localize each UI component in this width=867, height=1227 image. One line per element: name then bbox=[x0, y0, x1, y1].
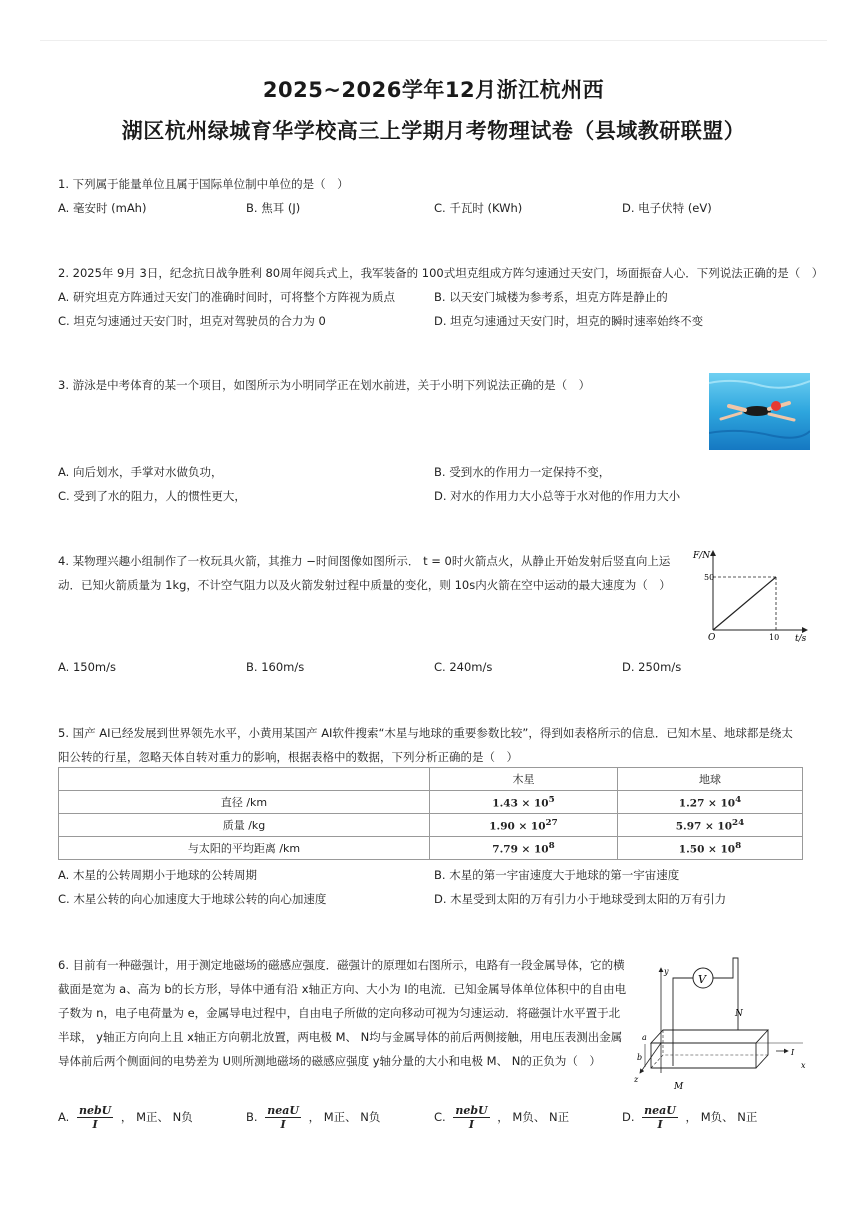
q6-option-d[interactable]: D. $\frac{\text{neaU}}{I}$ ， M负、 N正 bbox=[622, 1104, 758, 1131]
q2-option-c[interactable]: C. 坦克匀速通过天安门时，坦克对驾驶员的合力为 0 bbox=[58, 314, 326, 328]
graph-ytick: 50 bbox=[704, 573, 715, 582]
planet-data-table bbox=[58, 767, 803, 860]
q2-stem: 2. 2025年 9月 3日，纪念抗日战争胜利 80周年阅兵式上，我军装备的 100式坦克组成方阵匀速通过天安门，场面振奋人心．下列说法正确的是（ ） bbox=[58, 266, 824, 280]
svg-text:z: z bbox=[634, 1075, 639, 1084]
table-header-earth: 地球 bbox=[618, 768, 803, 791]
svg-text:y: y bbox=[664, 967, 669, 976]
q3-option-a[interactable]: A. 向后划水，手掌对水做负功， bbox=[58, 465, 223, 479]
q4-stem-line2: 动．已知火箭质量为 1kg，不计空气阻力以及火箭发射过程中质量的变化，则 10s内火箭在空中运动的最大速度为（ ） bbox=[58, 578, 671, 592]
graph-xtick: 10 bbox=[769, 633, 780, 642]
q2-option-a[interactable]: A. 研究坦克方阵通过天安门的准确时间时，可将整个方阵视为质点 bbox=[58, 290, 395, 304]
jupiter-distance: $7.79 \times 10^8$ bbox=[430, 837, 618, 860]
q4-stem-line1: 4. 某物理兴趣小组制作了一枚玩具火箭，其推力 −时间图像如图所示． t = 0时火箭点火，从静止开始发射后竖直向上运 bbox=[58, 554, 671, 568]
row-label: 质量 /kg bbox=[59, 814, 430, 837]
q5-option-b[interactable]: B. 木星的第一宇宙速度大于地球的第一宇宙速度 bbox=[434, 868, 680, 882]
q3-stem: 3. 游泳是中考体育的某一个项目，如图所示为小明同学正在划水前进，关于小明下列说法正确的是（ ） bbox=[58, 378, 591, 392]
table-header-empty bbox=[59, 768, 430, 791]
q6-stem-line4: 半球， y轴正方向向上且 x轴正方向朝北放置，两电极 M、 N均与金属导体的前后两侧接触，用电压表测出金属 bbox=[58, 1030, 623, 1044]
svg-text:x: x bbox=[801, 1061, 806, 1070]
earth-diameter: $1.27 \times 10^4$ bbox=[618, 791, 803, 814]
q6-stem-line5: 导体前后两个侧面间的电势差为 U则所测地磁场的磁感应强度 y轴分量的大小和电极 M、 N的正负为（ ） bbox=[58, 1054, 601, 1068]
q4-option-c[interactable]: C. 240m/s bbox=[434, 660, 493, 674]
q1-stem: 1. 下列属于能量单位且属于国际单位制中单位的是（ ） bbox=[58, 177, 349, 191]
page-title-line1: 2025~2026学年12月浙江杭州西 bbox=[262, 78, 605, 102]
svg-text:a: a bbox=[642, 1033, 647, 1042]
q4-option-d[interactable]: D. 250m/s bbox=[622, 660, 682, 674]
q5-option-d[interactable]: D. 木星受到太阳的万有引力小于地球受到太阳的万有引力 bbox=[434, 892, 727, 906]
table-header-row bbox=[59, 768, 803, 791]
q3-option-c[interactable]: C. 受到了水的阻力，人的惯性更大， bbox=[58, 489, 246, 503]
svg-text:b: b bbox=[637, 1053, 643, 1062]
q4-option-a[interactable]: A. 150m/s bbox=[58, 660, 116, 674]
q5-stem-line1: 5. 国产 AI已经发展到世界领先水平，小黄用某国产 AI软件搜索“木星与地球的重要参数比较”，得到如表格所示的信息．已知木星、地球都是绕太 bbox=[58, 726, 793, 740]
graph-origin: O bbox=[708, 633, 716, 643]
graph-ylabel: F/N bbox=[693, 551, 711, 561]
page-title-line2: 湖区杭州绿城育华学校高三上学期月考物理试卷（县域教研联盟） bbox=[121, 119, 746, 143]
row-label: 直径 /km bbox=[59, 791, 430, 814]
row-label: 与太阳的平均距离 /km bbox=[59, 837, 430, 860]
svg-text:M: M bbox=[674, 1082, 684, 1092]
q1-option-a[interactable]: A. 毫安时 (mAh) bbox=[58, 201, 147, 215]
earth-distance: $1.50 \times 10^8$ bbox=[618, 837, 803, 860]
q3-option-b[interactable]: B. 受到水的作用力一定保持不变， bbox=[434, 465, 611, 479]
table-row bbox=[59, 791, 803, 814]
q3-option-d[interactable]: D. 对水的作用力大小总等于水对他的作用力大小 bbox=[434, 489, 681, 503]
svg-text:N: N bbox=[735, 1009, 743, 1019]
q6-option-a[interactable]: A. $\frac{\text{nebU}}{I}$ ， M正、 N负 bbox=[58, 1104, 193, 1131]
q6-option-b[interactable]: B. $\frac{\text{neaU}}{I}$ ， M正、 N负 bbox=[246, 1104, 381, 1131]
graph-xlabel: t/s bbox=[795, 634, 807, 644]
force-time-graph bbox=[690, 545, 812, 645]
q6-stem-line3: 子数为 n，电子电荷量为 e，金属导电过程中，自由电子所做的定向移动可视为匀速运动．将磁强计水平置于北 bbox=[58, 1006, 621, 1020]
earth-mass: $5.97 \times 10^{24}$ bbox=[618, 814, 803, 837]
jupiter-mass: $1.90 \times 10^{27}$ bbox=[430, 814, 618, 837]
q5-stem-line2: 阳公转的行星，忽略天体自转对重力的影响，根据表格中的数据，下列分析正确的是（ ） bbox=[58, 750, 518, 764]
q2-option-d[interactable]: D. 坦克匀速通过天安门时，坦克的瞬时速率始终不变 bbox=[434, 314, 704, 328]
q6-stem-line2: 截面是宽为 a、高为 b的长方形，导体中通有沿 x轴正方向、大小为 I的电流．已知金属导体单位体积中的自由电 bbox=[58, 982, 627, 996]
q6-option-c[interactable]: C. $\frac{\text{nebU}}{I}$ ， M负、 N正 bbox=[434, 1104, 570, 1131]
table-row bbox=[59, 837, 803, 860]
table-row bbox=[59, 814, 803, 837]
q6-stem-line1: 6. 目前有一种磁强计，用于测定地磁场的磁感应强度．磁强计的原理如右图所示，电路有一段金属导体，它的横 bbox=[58, 958, 625, 972]
q1-option-b[interactable]: B. 焦耳 (J) bbox=[246, 201, 301, 215]
header-rule bbox=[40, 40, 827, 41]
q2-option-b[interactable]: B. 以天安门城楼为参考系，坦克方阵是静止的 bbox=[434, 290, 668, 304]
swimmer-photo bbox=[709, 373, 810, 450]
magnetometer-diagram bbox=[628, 948, 813, 1098]
q5-option-a[interactable]: A. 木星的公转周期小于地球的公转周期 bbox=[58, 868, 257, 882]
jupiter-diameter: $1.43 \times 10^5$ bbox=[430, 791, 618, 814]
q1-option-c[interactable]: C. 千瓦时 (KWh) bbox=[434, 201, 523, 215]
table-header-jupiter: 木星 bbox=[430, 768, 618, 791]
svg-text:I: I bbox=[791, 1048, 795, 1057]
q4-option-b[interactable]: B. 160m/s bbox=[246, 660, 305, 674]
svg-text:V: V bbox=[698, 973, 706, 986]
q5-option-c[interactable]: C. 木星公转的向心加速度大于地球公转的向心加速度 bbox=[58, 892, 327, 906]
graph-force-line bbox=[713, 577, 776, 630]
q1-option-d[interactable]: D. 电子伏特 (eV) bbox=[622, 201, 712, 215]
